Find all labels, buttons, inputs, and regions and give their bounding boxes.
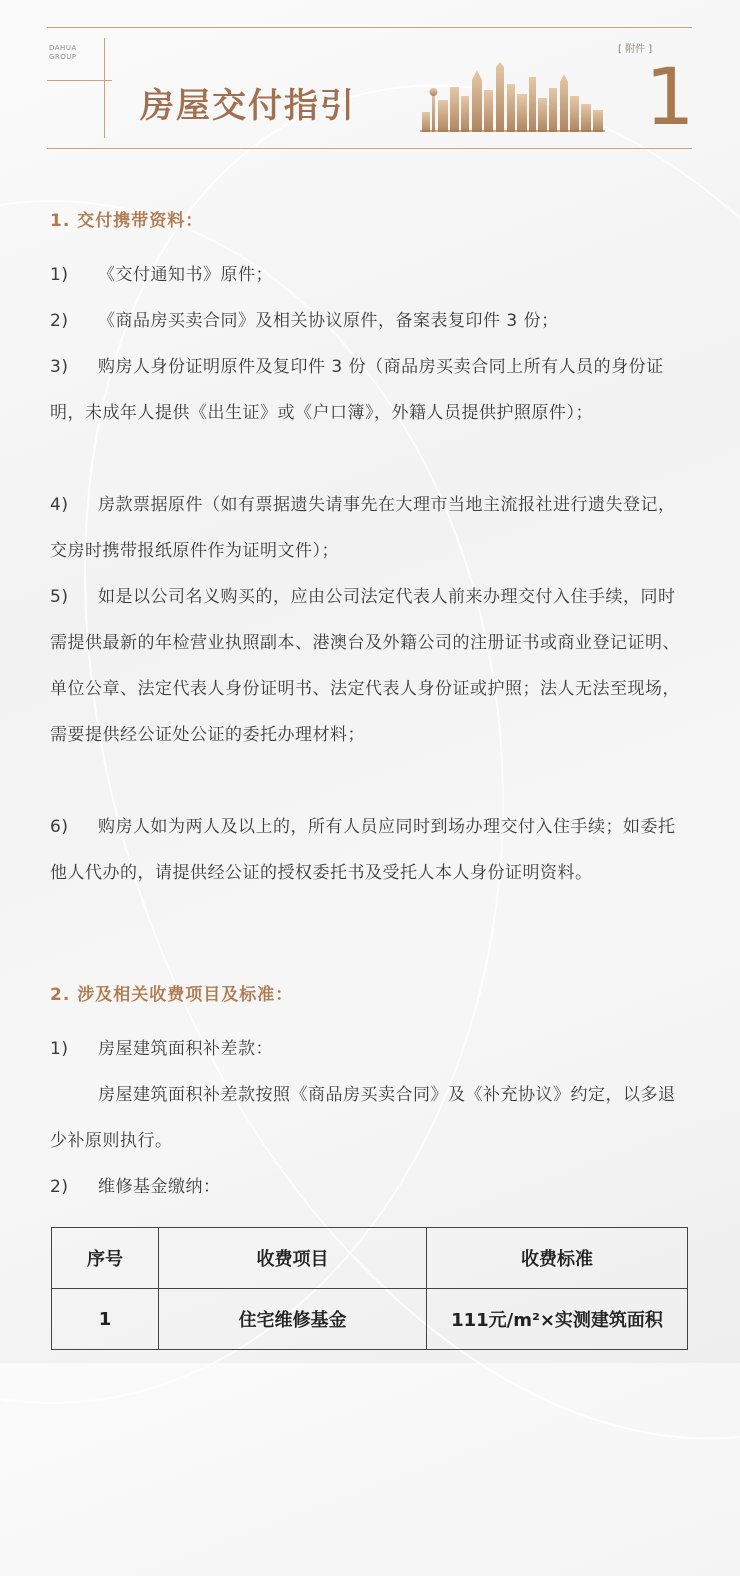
list-item-text: 《交付通知书》原件； bbox=[98, 265, 273, 285]
skyline-illustration bbox=[420, 62, 605, 132]
brand-logo bbox=[49, 44, 77, 62]
list-item-number: 5) bbox=[50, 587, 69, 607]
list-item bbox=[50, 298, 692, 344]
annex-number: 1 bbox=[645, 53, 695, 143]
list-item bbox=[50, 252, 692, 298]
paragraph-area-adjustment: 房屋建筑面积补差款按照《商品房买卖合同》及《补充协议》约定，以多退少补原则执行。 bbox=[50, 1085, 676, 1151]
list-item-text: 《商品房买卖合同》及相关协议原件，备案表复印件 3 份； bbox=[98, 311, 559, 331]
column-header: 序号 bbox=[52, 1228, 159, 1289]
list-item-text: 购房人身份证明原件及复印件 3 份（商品房买卖合同上所有人员的身份证明，未成年人提供《出生证》或《户口簿》，外籍人员提供护照原件）； bbox=[50, 357, 664, 423]
list-item-text: 如是以公司名义购买的，应由公司法定代表人前来办理交付入住手续，同时需提供最新的年检营业执照副本、港澳台及外籍公司的注册证书或商业登记证明、单位公章、法定代表人身份证明书、法定代表人身份证或护照；法人无法至现场，需要提供经公证处公证的委托办理材料； bbox=[50, 587, 680, 745]
list-item-text: 维修基金缴纳： bbox=[98, 1177, 221, 1197]
list-item bbox=[50, 804, 692, 896]
header-bottom-rule bbox=[47, 148, 692, 149]
list-item-number: 2) bbox=[50, 311, 69, 331]
list-item-text: 购房人如为两人及以上的，所有人员应同时到场办理交付入住手续；如委托他人代办的，请提供经公证的授权委托书及受托人本人身份证明资料。 bbox=[50, 817, 676, 883]
list-item-text: 房款票据原件（如有票据遗失请事先在大理市当地主流报社进行遗失登记，交房时携带报纸原件作为证明文件）； bbox=[50, 495, 676, 561]
column-header: 收费标准 bbox=[427, 1228, 688, 1289]
list-item bbox=[50, 1026, 692, 1072]
list-item bbox=[50, 344, 692, 436]
table-cell: 1 bbox=[52, 1289, 159, 1350]
fee-table bbox=[51, 1227, 688, 1350]
page-title: 房屋交付指引 bbox=[140, 86, 356, 126]
list-item-number: 1) bbox=[50, 1039, 69, 1059]
brand-line1: DAHUA bbox=[49, 44, 77, 52]
list-item-number: 2) bbox=[50, 1177, 69, 1197]
list-item bbox=[50, 574, 692, 758]
list-item-number: 3) bbox=[50, 357, 69, 377]
list-item-number: 4) bbox=[50, 495, 69, 515]
list-item-number: 1) bbox=[50, 265, 69, 285]
column-header: 收费项目 bbox=[159, 1228, 427, 1289]
header-top-rule bbox=[47, 27, 692, 28]
section-title-fees: 2. 涉及相关收费项目及标准： bbox=[50, 985, 294, 1005]
table-row bbox=[52, 1289, 688, 1350]
brand-line2: GROUP bbox=[49, 53, 77, 61]
table-cell: 住宅维修基金 bbox=[159, 1289, 427, 1350]
header-vertical-rule bbox=[104, 38, 105, 138]
list-item-text: 房屋建筑面积补差款： bbox=[98, 1039, 273, 1059]
list-item bbox=[50, 1164, 692, 1210]
table-cell: 111元/m²×实测建筑面积 bbox=[427, 1289, 688, 1350]
annex-label: [ 附件 ] bbox=[618, 44, 653, 55]
list-item-number: 6) bbox=[50, 817, 69, 837]
section-title-documents: 1. 交付携带资料： bbox=[50, 211, 204, 231]
list-item bbox=[50, 482, 692, 574]
table-header-row bbox=[52, 1228, 688, 1289]
header-tick-rule bbox=[47, 80, 112, 81]
